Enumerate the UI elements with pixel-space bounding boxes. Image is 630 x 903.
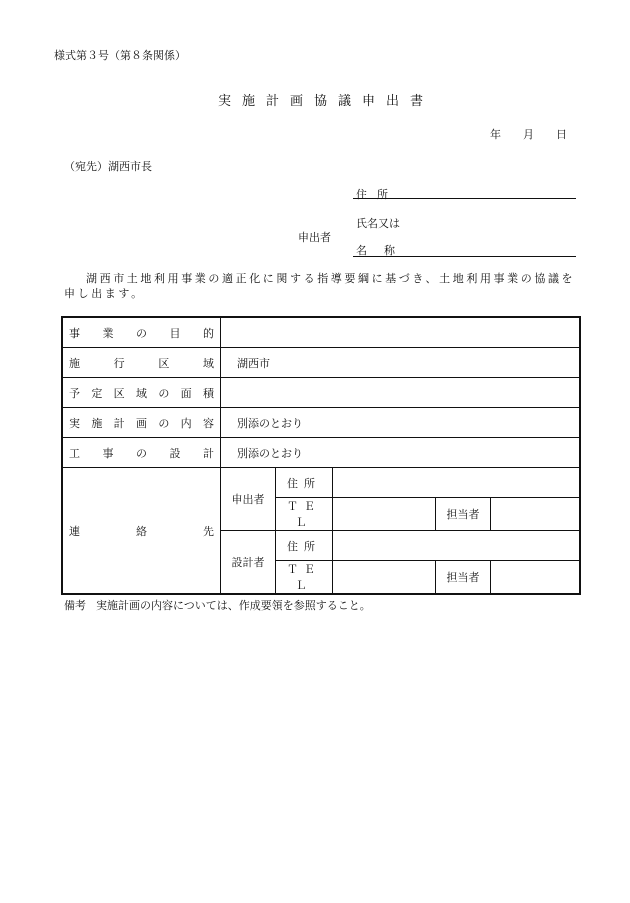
row-value: 別添のとおり [221, 408, 581, 438]
contact-group-designer: 設計者 [221, 531, 276, 595]
addressee: （宛先）湖西市長 [64, 160, 152, 173]
remark [64, 597, 371, 613]
date-year: 年 [490, 128, 501, 141]
row-value [221, 378, 581, 408]
contact-person-value [491, 498, 581, 531]
contact-person-value [491, 561, 581, 595]
row-value [221, 317, 581, 348]
table-row [62, 348, 580, 378]
contact-group-applicant: 申出者 [221, 468, 276, 531]
row-label: 実施計画の内容 [62, 408, 221, 438]
contact-address-value [333, 531, 581, 561]
table-row [62, 317, 580, 348]
contact-tel-value [333, 498, 436, 531]
contact-tel-value [333, 561, 436, 595]
applicant-name-label: 名称 [356, 244, 412, 257]
table-row [62, 378, 580, 408]
contact-address-label: 住所 [276, 531, 333, 561]
body-text [64, 271, 580, 301]
table-row [62, 438, 580, 468]
contact-address-label: 住所 [276, 468, 333, 498]
remark-text: 実施計画の内容については、作成要領を参照すること。 [96, 599, 371, 612]
date-month: 月 [523, 128, 534, 141]
row-label: 事業の目的 [62, 317, 221, 348]
applicant-caption: 申出者 [298, 231, 331, 244]
applicant-address-label: 住所 [356, 188, 398, 201]
form-number: 様式第３号（第８条関係） [54, 49, 186, 62]
row-label: 施行区域 [62, 348, 221, 378]
contact-person-label: 担当者 [436, 561, 491, 595]
row-value: 湖西市 [221, 348, 581, 378]
contact-address-value [333, 468, 581, 498]
contact-row [62, 468, 580, 498]
contact-person-label: 担当者 [436, 498, 491, 531]
row-value: 別添のとおり [221, 438, 581, 468]
applicant-name-line [353, 256, 576, 257]
row-label: 工事の設計 [62, 438, 221, 468]
document-title: 実施計画協議申出書 [217, 94, 434, 109]
contact-tel-label: ＴＥＬ [276, 561, 333, 595]
plan-table [61, 316, 581, 595]
applicant-name-or-label: 氏名又は [356, 217, 400, 230]
remark-label: 備考 [64, 599, 86, 612]
row-label: 予定区域の面積 [62, 378, 221, 408]
date-day: 日 [556, 128, 567, 141]
contact-label: 連絡先 [62, 468, 221, 595]
table-row [62, 408, 580, 438]
body-text-content: 湖西市土地利用事業の適正化に関する指導要綱に基づき、土地利用事業の協議を申し出ます。 [64, 272, 576, 300]
contact-tel-label: ＴＥＬ [276, 498, 333, 531]
applicant-address-line [353, 198, 576, 199]
date-line [490, 126, 567, 142]
